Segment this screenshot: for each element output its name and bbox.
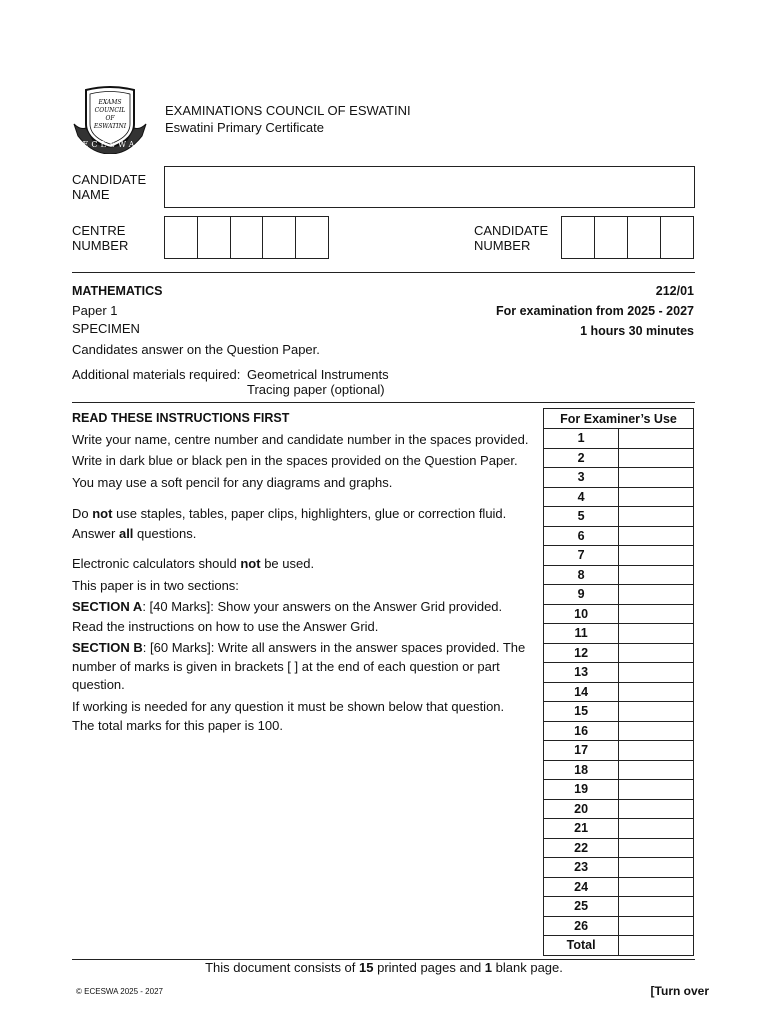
turn-over-note: [Turn over: [650, 984, 709, 998]
mark-cell[interactable]: [619, 624, 694, 644]
paper-number: Paper 1: [72, 303, 118, 318]
question-number: 24: [544, 877, 619, 897]
candidate-name-field[interactable]: [164, 166, 695, 208]
svg-text:ECESWA: ECESWA: [82, 140, 138, 149]
section-b-instruction: SECTION B: [60 Marks]: Write all answers in the answer spaces provided. The number of marks is given in brackets [ ] at the end of each question or part question.: [72, 640, 526, 692]
question-number: 6: [544, 526, 619, 546]
subject-title: MATHEMATICS: [72, 284, 163, 298]
question-number: 1: [544, 429, 619, 449]
mark-cell[interactable]: [619, 858, 694, 878]
svg-text:COUNCIL: COUNCIL: [94, 107, 126, 114]
materials-label: Additional materials required:: [72, 367, 241, 382]
instruction-line: Electronic calculators should not be used.: [72, 556, 315, 571]
mark-cell[interactable]: [619, 604, 694, 624]
paper-code: 212/01: [655, 284, 694, 298]
page-count-note: This document consists of 15 printed pages and 1 blank page.: [205, 960, 563, 975]
examiner-table-row: [544, 643, 694, 663]
digit-cell[interactable]: [165, 217, 198, 258]
examiner-table-row: [544, 702, 694, 722]
examiner-table-title: For Examiner’s Use: [544, 409, 694, 429]
instruction-line: Answer all questions.: [72, 525, 197, 541]
question-number: 16: [544, 721, 619, 741]
mark-cell[interactable]: [619, 448, 694, 468]
examiner-table-row: [544, 682, 694, 702]
mark-cell[interactable]: [619, 663, 694, 683]
mark-cell[interactable]: [619, 799, 694, 819]
instruction-line: You may use a soft pencil for any diagrams and graphs.: [72, 474, 393, 490]
copyright-note: © ECESWA 2025 - 2027: [76, 987, 163, 996]
digit-cell[interactable]: [263, 217, 296, 258]
examiner-table-row: [544, 819, 694, 839]
examiner-table-row: [544, 487, 694, 507]
digit-cell[interactable]: [661, 217, 693, 258]
examiner-table-row: [544, 877, 694, 897]
examiner-table-row: [544, 897, 694, 917]
materials-item: Geometrical Instruments: [247, 367, 389, 382]
mark-cell[interactable]: [619, 507, 694, 527]
mark-cell[interactable]: [619, 760, 694, 780]
candidate-name-label: CANDIDATE NAME: [72, 172, 147, 202]
organisation-name: EXAMINATIONS COUNCIL OF ESWATINI: [165, 103, 411, 118]
mark-cell[interactable]: [619, 468, 694, 488]
mark-cell[interactable]: [619, 429, 694, 449]
question-number: 22: [544, 838, 619, 858]
question-number: 10: [544, 604, 619, 624]
svg-text:EXAMS: EXAMS: [98, 99, 122, 106]
exam-duration: 1 hours 30 minutes: [580, 324, 694, 338]
mark-cell[interactable]: [619, 838, 694, 858]
paper-type: SPECIMEN: [72, 321, 140, 336]
question-number: 18: [544, 760, 619, 780]
mark-cell[interactable]: [619, 643, 694, 663]
examiner-table-row: [544, 760, 694, 780]
instruction-line: Write in dark blue or black pen in the spaces provided on the Question Paper.: [72, 453, 518, 468]
question-number: 26: [544, 916, 619, 936]
instructions-heading: READ THESE INSTRUCTIONS FIRST: [72, 411, 290, 425]
examiner-table-row: [544, 507, 694, 527]
question-number: 3: [544, 468, 619, 488]
materials-item: Tracing paper (optional): [247, 382, 385, 397]
question-number: 4: [544, 487, 619, 507]
examiner-table-row: [544, 546, 694, 566]
instruction-line: This paper is in two sections:: [72, 577, 239, 593]
digit-cell[interactable]: [595, 217, 628, 258]
question-number: 11: [544, 624, 619, 644]
question-number: 19: [544, 780, 619, 800]
examiner-table-row: [544, 604, 694, 624]
mark-cell[interactable]: [619, 565, 694, 585]
mark-cell[interactable]: [619, 741, 694, 761]
question-number: 20: [544, 799, 619, 819]
mark-cell[interactable]: [619, 546, 694, 566]
digit-cell[interactable]: [198, 217, 231, 258]
examiner-use-table: [543, 408, 694, 956]
question-number: 12: [544, 643, 619, 663]
digit-cell[interactable]: [231, 217, 264, 258]
mark-cell[interactable]: [619, 916, 694, 936]
digit-cell[interactable]: [562, 217, 595, 258]
centre-number-label: CENTRE NUMBER: [72, 223, 129, 253]
question-number: 17: [544, 741, 619, 761]
eceswa-crest-logo: [72, 84, 148, 154]
digit-cell[interactable]: [628, 217, 661, 258]
examiner-table-row: [544, 741, 694, 761]
instruction-line: If working is needed for any question it must be shown below that question.: [72, 698, 505, 714]
examiner-table-row: [544, 721, 694, 741]
examiner-table-row: [544, 468, 694, 488]
mark-cell[interactable]: [619, 721, 694, 741]
divider: [72, 272, 695, 273]
examiner-table-row: [544, 916, 694, 936]
question-number: 13: [544, 663, 619, 683]
question-number: 21: [544, 819, 619, 839]
question-number: 15: [544, 702, 619, 722]
section-a-instruction: Read the instructions on how to use the Answer Grid.: [72, 618, 379, 634]
question-number: 9: [544, 585, 619, 605]
mark-cell[interactable]: [619, 526, 694, 546]
question-number: 23: [544, 858, 619, 878]
instruction-line: Do not use staples, tables, paper clips, highlighters, glue or correction fluid.: [72, 506, 507, 521]
examiner-table-row: [544, 780, 694, 800]
mark-cell[interactable]: [619, 780, 694, 800]
question-number: 5: [544, 507, 619, 527]
examiner-table-row: [544, 448, 694, 468]
centre-number-field[interactable]: [164, 216, 329, 259]
question-number: 7: [544, 546, 619, 566]
examiner-table-row: [544, 565, 694, 585]
question-number: 25: [544, 897, 619, 917]
examiner-table-row: [544, 936, 694, 956]
question-number: 8: [544, 565, 619, 585]
instruction-line: Write your name, centre number and candidate number in the spaces provided.: [72, 431, 529, 447]
mark-cell[interactable]: [619, 819, 694, 839]
examiner-table-row: [544, 624, 694, 644]
mark-cell[interactable]: [619, 682, 694, 702]
examiner-table-row: [544, 526, 694, 546]
examiner-table-row: [544, 838, 694, 858]
section-a-instruction: SECTION A: [40 Marks]: Show your answers on the Answer Grid provided.: [72, 599, 503, 614]
candidate-number-label: CANDIDATE NUMBER: [474, 223, 549, 253]
examiner-table-row: [544, 799, 694, 819]
mark-cell[interactable]: [619, 487, 694, 507]
mark-cell[interactable]: [619, 702, 694, 722]
mark-cell[interactable]: [619, 897, 694, 917]
mark-cell[interactable]: [619, 877, 694, 897]
examiner-table-row: [544, 585, 694, 605]
certificate-name: Eswatini Primary Certificate: [165, 120, 324, 135]
question-number: 2: [544, 448, 619, 468]
svg-text:OF: OF: [105, 115, 115, 122]
divider: [72, 402, 695, 403]
mark-cell[interactable]: [619, 585, 694, 605]
total-label: Total: [544, 936, 619, 956]
examiner-table-row: [544, 663, 694, 683]
digit-cell[interactable]: [296, 217, 328, 258]
instruction-line: The total marks for this paper is 100.: [72, 718, 283, 733]
answer-location: Candidates answer on the Question Paper.: [72, 342, 320, 357]
candidate-number-field[interactable]: [561, 216, 694, 259]
question-number: 14: [544, 682, 619, 702]
examiner-table-row: [544, 858, 694, 878]
exam-years: For examination from 2025 - 2027: [496, 304, 694, 318]
svg-text:ESWATINI: ESWATINI: [93, 123, 127, 130]
examiner-table-row: [544, 429, 694, 449]
mark-cell[interactable]: [619, 936, 694, 956]
instructions-block: [72, 409, 534, 736]
